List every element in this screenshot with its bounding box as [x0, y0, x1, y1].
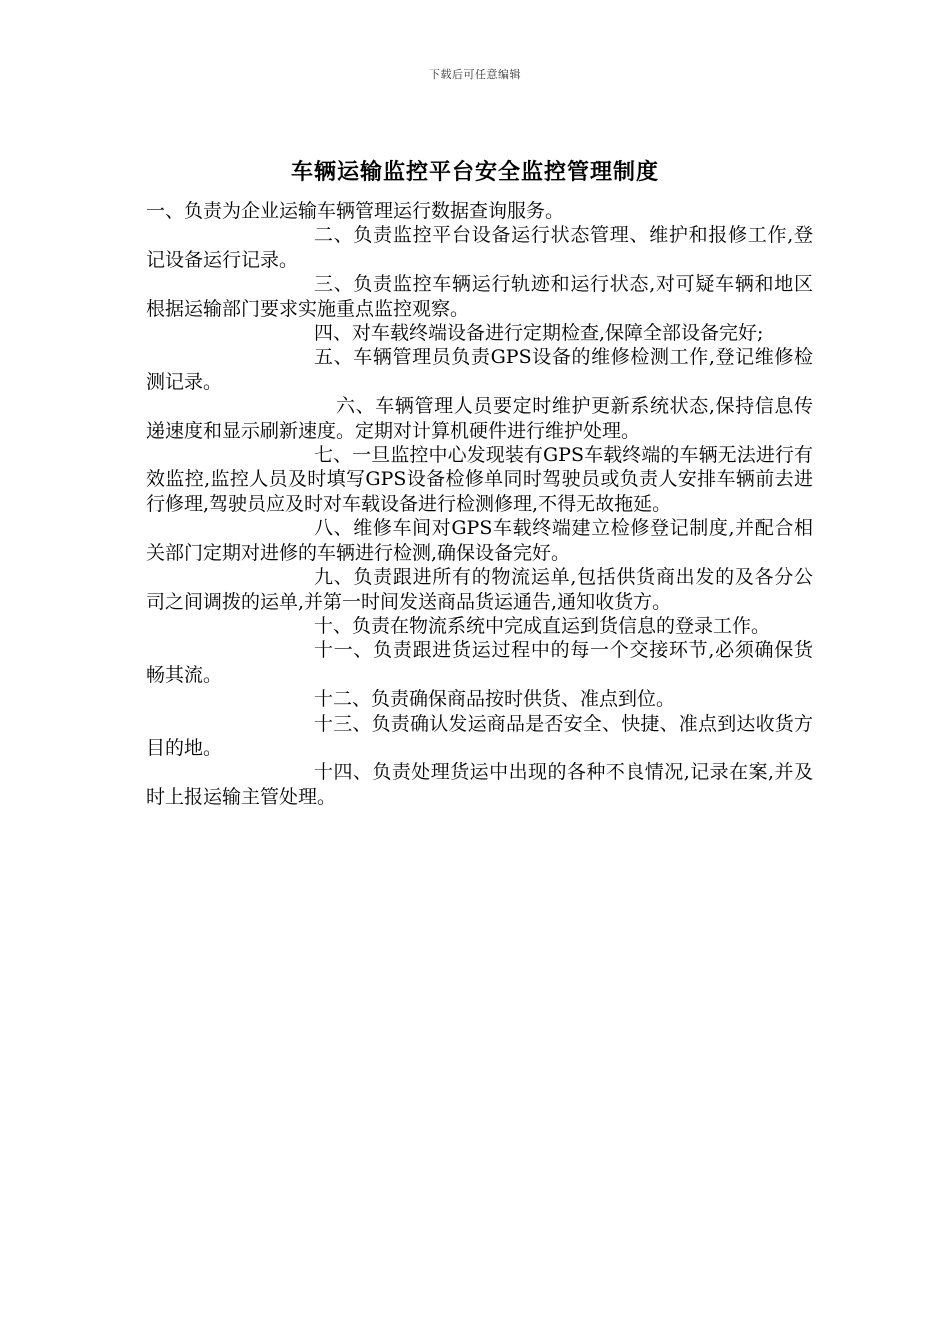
paragraph-7: 七、一旦监控中心发现装有GPS车载终端的车辆无法进行有效监控,监控人员及时填写GPS设备检修单同时驾驶员或负责人安排车辆前去进行修理,驾驶员应及时对车载设备进行检测修理,不得无故拖延。	[146, 444, 813, 515]
header-note: 下载后可任意编辑	[429, 68, 521, 81]
paragraph-12: 十二、负责确保商品按时供货、准点到位。	[314, 688, 676, 711]
paragraph-14: 十四、负责处理货运中出现的各种不良情况,记录在案,并及时上报运输主管处理。	[146, 761, 813, 808]
paragraph-6: 六、车辆管理人员要定时维护更新系统状态,保持信息传递速度和显示刷新速度。定期对计算机硬件进行维护处理。	[146, 395, 813, 442]
document-body	[146, 199, 813, 809]
paragraph-13: 十三、负责确认发运商品是否安全、快捷、准点到达收货方目的地。	[146, 712, 813, 759]
paragraph-5: 五、车辆管理员负责GPS设备的维修检测工作,登记维修检测记录。	[146, 346, 813, 393]
document-title: 车辆运输监控平台安全监控管理制度	[290, 160, 659, 185]
paragraph-9: 九、负责跟进所有的物流运单,包括供货商出发的及各分公司之间调拨的运单,并第一时间发送商品货运通告,通知收货方。	[146, 566, 813, 613]
paragraph-10: 十、负责在物流系统中完成直运到货信息的登录工作。	[314, 614, 771, 637]
paragraph-3: 三、负责监控车辆运行轨迹和运行状态,对可疑车辆和地区根据运输部门要求实施重点监控观察。	[146, 273, 813, 320]
paragraph-11: 十一、负责跟进货运过程中的每一个交接环节,必须确保货畅其流。	[146, 639, 813, 686]
paragraph-1: 一、负责为企业运输车辆管理运行数据查询服务。	[146, 200, 565, 222]
paragraph-2: 二、负责监控平台设备运行状态管理、维护和报修工作,登记设备运行记录。	[146, 224, 813, 271]
paragraph-4: 四、对车载终端设备进行定期检查,保障全部设备完好;	[314, 322, 764, 345]
paragraph-8: 八、维修车间对GPS车载终端建立检修登记制度,并配合相关部门定期对进修的车辆进行检测,确保设备完好。	[146, 517, 813, 564]
